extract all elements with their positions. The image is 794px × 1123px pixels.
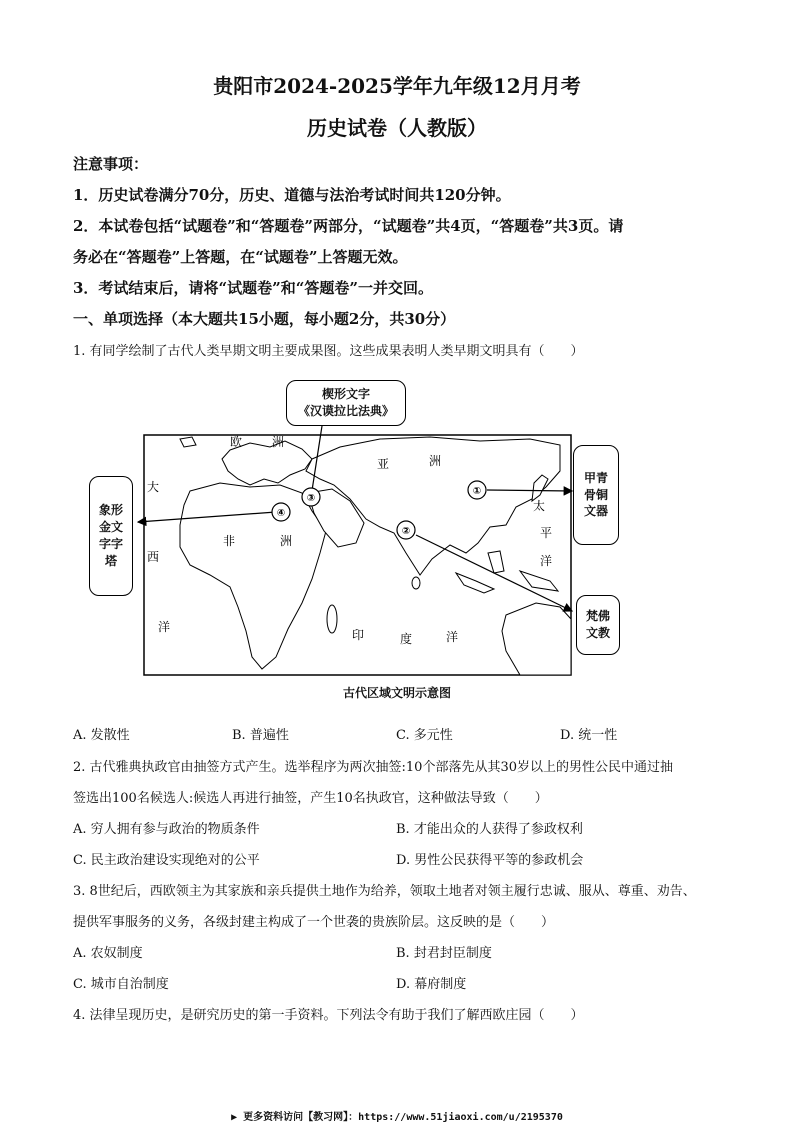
q3-option-a[interactable]: A. 农奴制度 [73,946,143,961]
q1-option-a[interactable]: A. 发散性 [73,728,130,743]
box-egypt [89,476,133,596]
box-india [576,595,620,655]
label-pacific-1: 太 [533,499,546,513]
q3-option-b[interactable]: B. 封君封臣制度 [396,946,492,961]
box-right-bottom-text: 梵佛文教 [585,609,610,640]
label-atlantic-1: 大 [147,480,160,494]
label-asia-2: 洲 [429,454,442,468]
notes-item-3: 3．考试结束后，请将“试题卷”和“答题卷”一并交回。 [73,279,433,297]
section-1-heading: 一、单项选择（本大题共15小题，每小题2分，共30分） [73,310,456,328]
notes-item-2b: 务必在“答题卷”上答题，在“试题卷”上答题无效。 [73,248,408,266]
q2-option-a[interactable]: A. 穷人拥有参与政治的物质条件 [73,822,260,837]
question-3-stem-2: 提供军事服务的义务，各级封建主构成了一个世袭的贵族阶层。这反映的是（ ） [73,915,555,930]
box-china [573,445,619,545]
label-africa-1: 非 [223,534,236,548]
box-cuneiform-hammurabi [286,380,406,426]
question-2-stem-2: 签选出100名候选人:候选人再进行抽签，产生10名执政官，这种做法导致（ ） [73,791,548,806]
marker-4: ④ [276,508,286,519]
q1-option-c[interactable]: C. 多元性 [396,728,453,743]
box-left-text: 象形金文字字塔 [98,503,123,568]
notes-item-2a: 2．本试卷包括“试题卷”和“答题卷”两部分，“试题卷”共4页，“答题卷”共3页。请 [73,217,624,235]
q3-option-c[interactable]: C. 城市自治制度 [73,977,169,992]
label-pacific-3: 洋 [540,554,553,568]
q1-option-b[interactable]: B. 普遍性 [232,728,289,743]
question-1-stem: 1. 有同学绘制了古代人类早期文明主要成果图。这些成果表明人类早期文明具有（ ） [73,344,584,359]
question-3-stem-1: 3. 8世纪后，西欧领主为其家族和亲兵提供土地作为给养，领取土地者对领主履行忠诚、服从、尊重、劝告、 [73,884,696,899]
notes-heading: 注意事项： [73,155,149,173]
label-indian-3: 洋 [446,630,459,644]
notes-item-1: 1．历史试卷满分70分，历史、道德与法治考试时间共120分钟。 [73,186,511,204]
marker-2: ② [401,526,411,537]
box-top-line-1: 楔形文字 [321,387,370,402]
footer-link[interactable]: ▶ 更多资料访问【教习网】：https://www.51jiaoxi.com/u/2195370 [231,1112,563,1123]
q3-option-d[interactable]: D. 幕府制度 [396,977,467,992]
label-europe-2: 洲 [272,435,285,449]
label-indian-2: 度 [400,632,413,646]
question-2-stem-1: 2. 古代雅典执政官由抽签方式产生。选举程序为两次抽签:10个部落先从其30岁以上的男性公民中通过抽 [73,760,674,775]
q1-option-d[interactable]: D. 统一性 [560,728,618,743]
q2-option-d[interactable]: D. 男性公民获得平等的参政机会 [396,853,584,868]
exam-subtitle: 历史试卷（人教版） [307,116,487,140]
q2-option-b[interactable]: B. 才能出众的人获得了参政权利 [396,822,583,837]
label-asia-1: 亚 [377,457,390,471]
box-right-top-text: 甲青骨铜文器 [583,470,608,519]
marker-3: ③ [306,493,316,504]
label-atlantic-3: 洋 [158,620,171,634]
box-top-line-2: 《汉谟拉比法典》 [297,404,394,418]
map-caption: 古代区域文明示意图 [342,686,451,700]
label-indian-1: 印 [352,628,365,642]
q2-option-c[interactable]: C. 民主政治建设实现绝对的公平 [73,853,260,868]
exam-title: 贵阳市2024-2025学年九年级12月月考 [213,74,581,98]
label-europe-1: 欧 [230,435,243,449]
label-africa-2: 洲 [280,534,293,548]
label-atlantic-2: 西 [147,550,160,564]
question-4-stem: 4. 法律呈现历史，是研究历史的第一手资料。下列法令有助于我们了解西欧庄园（ ） [73,1008,584,1023]
label-pacific-2: 平 [540,526,553,540]
marker-1: ① [472,486,482,497]
